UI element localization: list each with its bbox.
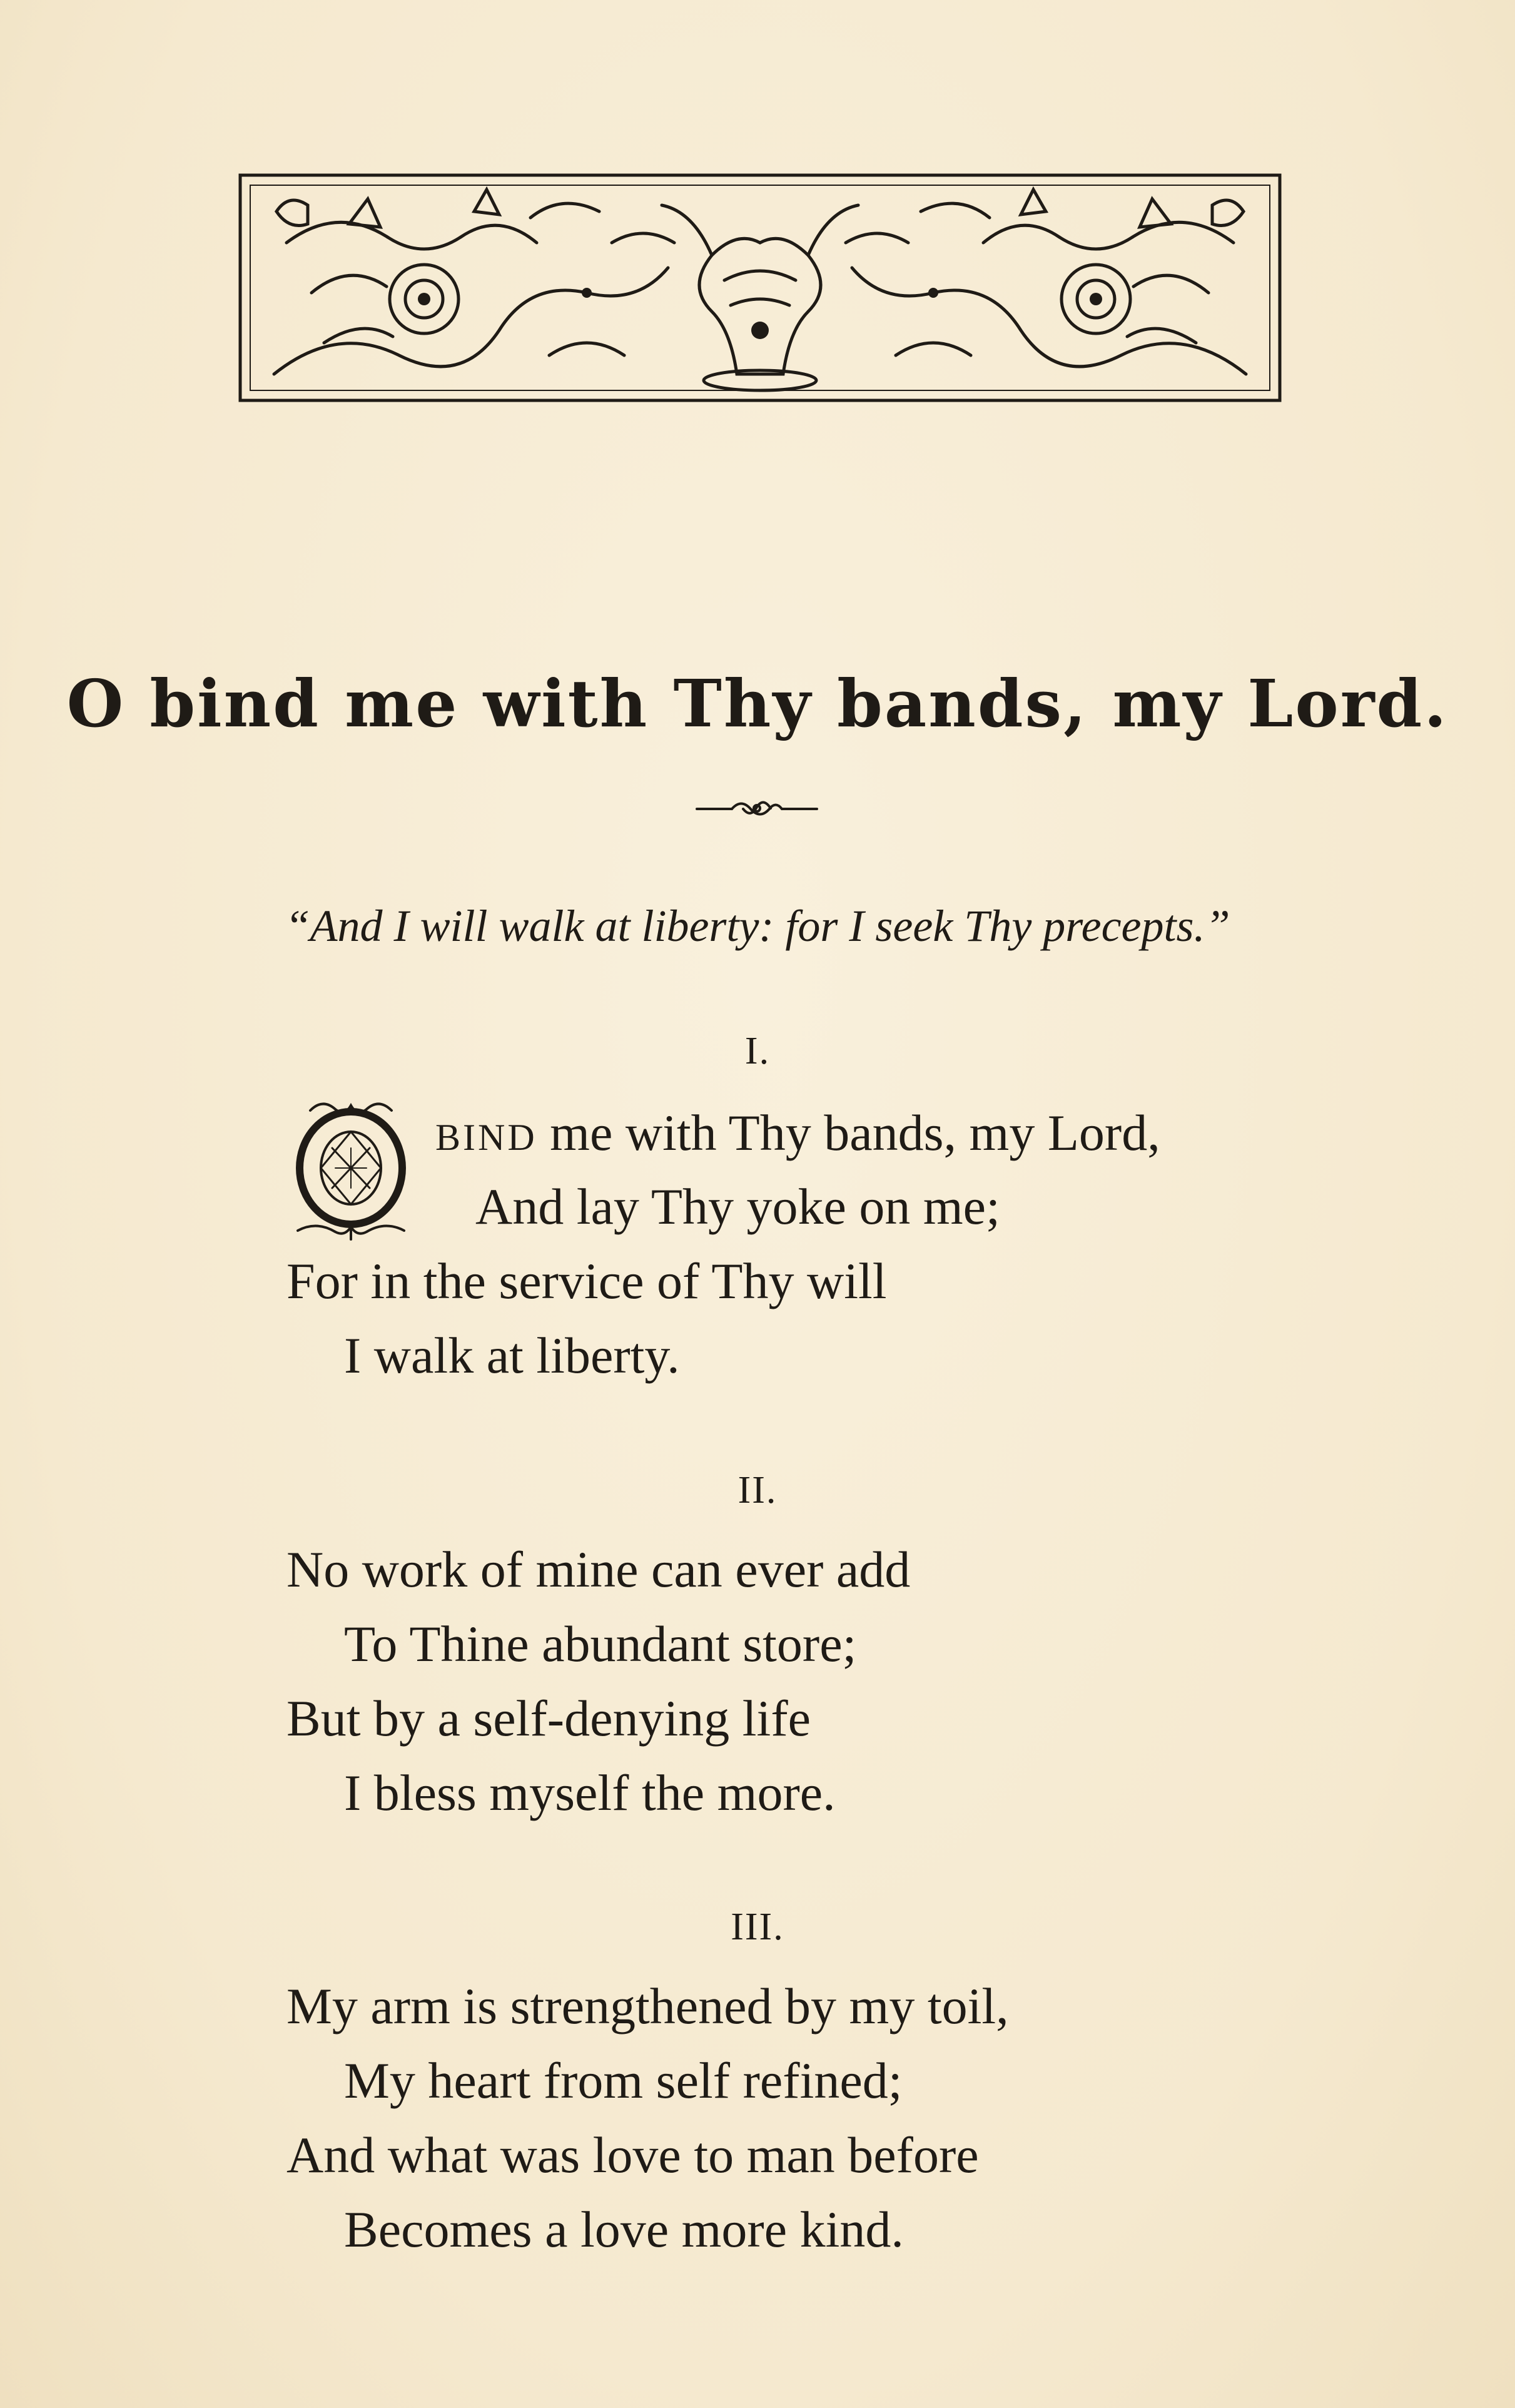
stanza-numeral: I. [744,1030,771,1072]
stanza-1-line-3: For in the service of Thy will [286,1252,887,1309]
poem-title: O bind me with Thy bands, my Lord. [66,665,1449,742]
stanza-numeral: III. [731,1906,784,1948]
stanza-2-line-4: I bless myself the more. [344,1764,836,1821]
stanza-2-line-2: To Thine abundant store; [344,1615,857,1672]
stanza-1-line-1 [435,1099,1160,1172]
stanza-3-line-4: Becomes a love more kind. [344,2201,904,2258]
line-text: me with Thy bands, my Lord, [537,1104,1160,1161]
stanza-3-line-3: And what was love to man before [286,2126,979,2183]
ornamental-initial-o-icon [285,1098,417,1242]
floral-headpiece-icon [236,168,1284,409]
stanza-2-line-3: But by a self-denying life [286,1690,811,1747]
scroll-divider-icon [694,793,819,825]
stanza-2-line-1: No work of mine can ever add [286,1541,911,1598]
stanza-3-line-2: My heart from self refined; [344,2052,903,2109]
epigraph: “And I will walk at liberty: for I seek Thy precepts.” [285,901,1230,951]
stanza-1-line-4: I walk at liberty. [344,1327,680,1384]
stanza-1-line-2: And lay Thy yoke on me; [475,1178,1000,1235]
stanza-3-line-1: My arm is strengthened by my toil, [286,1978,1009,2035]
small-caps-word: BIND [435,1117,537,1158]
stanza-numeral: II. [737,1469,778,1511]
